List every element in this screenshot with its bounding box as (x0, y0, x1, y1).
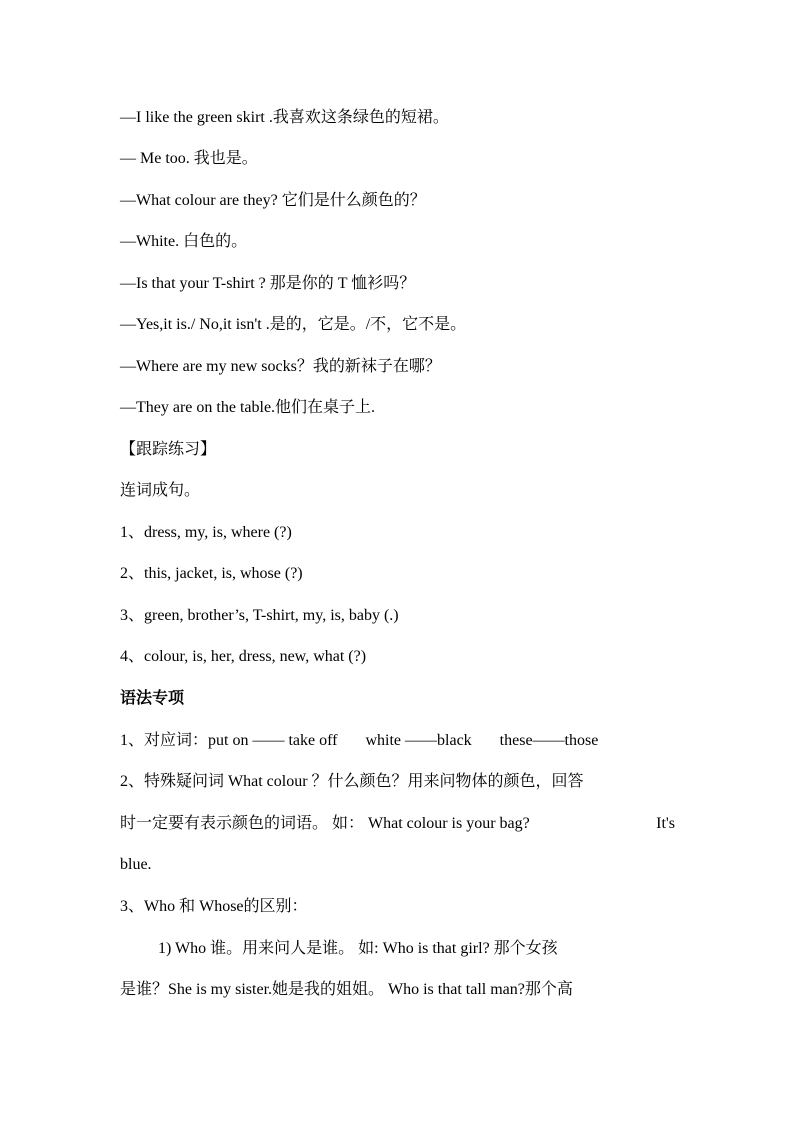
grammar-item-2-answer-start: It's (656, 815, 675, 832)
grammar-item-3-sub-1-line-2: 是谁？She is my sister.她是我的姐姐。 Who is that tall man?那个高 (120, 981, 573, 998)
grammar-item-1-pair-2: white ——black (365, 732, 472, 749)
grammar-item-3-sub-1-line-1: 1) Who 谁。用来问人是谁。 如: Who is that girl? 那个女孩 (158, 940, 558, 957)
grammar-item-2-line-2 (120, 814, 680, 834)
practice-item-3: 3、green, brother’s, T-shirt, my, is, baby (.) (120, 607, 399, 624)
practice-heading: 【跟踪练习】 (120, 441, 217, 458)
practice-instruction: 连词成句。 (120, 482, 201, 499)
dialogue-line-1: —I like the green skirt .我喜欢这条绿色的短裙。 (120, 109, 449, 126)
dialogue-line-4: —White. 白色的。 (120, 233, 248, 250)
dialogue-line-3: —What colour are they? 它们是什么颜色的？ (120, 192, 426, 209)
dialogue-line-7: —Where are my new socks？我的新袜子在哪？ (120, 358, 441, 375)
grammar-item-1-pair-3: these——those (499, 732, 599, 749)
grammar-heading: 语法专项 (120, 690, 185, 707)
dialogue-line-2: — Me too. 我也是。 (120, 150, 258, 167)
grammar-item-2-line-3: blue. (120, 856, 152, 873)
grammar-item-2-example: 时一定要有表示颜色的词语。 如： What colour is your bag? (120, 815, 530, 832)
dialogue-line-8: —They are on the table.他们在桌子上. (120, 399, 376, 416)
practice-item-2: 2、this, jacket, is, whose (?) (120, 565, 303, 582)
grammar-item-1 (120, 731, 680, 751)
practice-item-4: 4、colour, is, her, dress, new, what (?) (120, 648, 367, 665)
dialogue-line-5: —Is that your T-shirt ? 那是你的 T 恤衫吗？ (120, 275, 416, 292)
grammar-item-3-heading: 3、Who 和 Whose的区别： (120, 898, 308, 915)
grammar-item-1-pair-1: 1、对应词：put on —— take off (120, 732, 338, 749)
practice-item-1: 1、dress, my, is, where (?) (120, 524, 292, 541)
dialogue-line-6: —Yes,it is./ No,it isn't .是的，它是。/不，它不是。 (120, 316, 467, 333)
grammar-item-2-line-1: 2、特殊疑问词 What colour ？什么颜色？用来问物体的颜色，回答 (120, 773, 584, 790)
